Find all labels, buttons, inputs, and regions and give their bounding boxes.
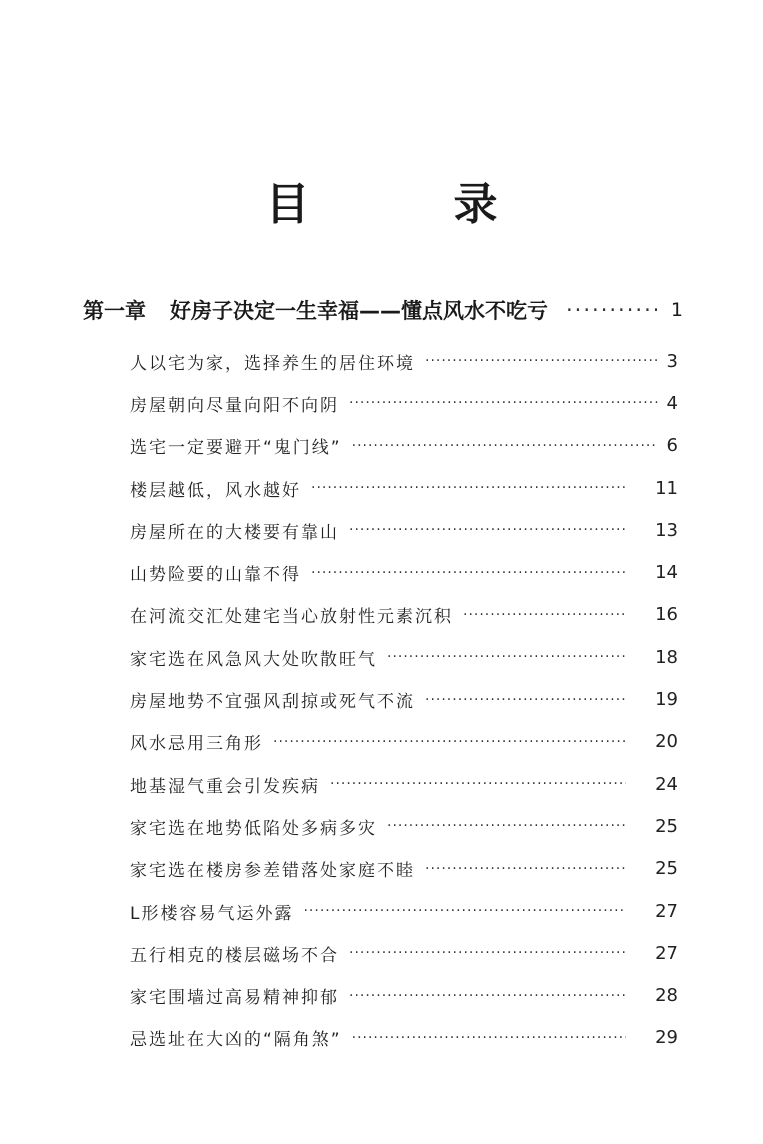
toc-entry-title: 风水忌用三角形 xyxy=(130,734,263,755)
toc-entry-page: 18 xyxy=(655,646,678,668)
dot-leader xyxy=(425,861,626,877)
toc-entry-page: 27 xyxy=(655,942,678,964)
toc-entry-page: 3 xyxy=(666,350,678,372)
toc-entry[interactable] xyxy=(130,551,678,593)
dot-leader xyxy=(303,903,626,919)
toc-entry-page: 16 xyxy=(655,604,678,626)
dot-leader xyxy=(463,607,626,623)
toc-entry[interactable] xyxy=(130,974,678,1016)
toc-entry-page: 28 xyxy=(655,985,678,1007)
toc-entry[interactable] xyxy=(130,636,678,678)
toc-list xyxy=(130,340,678,1059)
toc-entry-title: 房屋所在的大楼要有靠山 xyxy=(130,522,339,543)
dot-leader xyxy=(425,692,626,708)
toc-entry-page: 4 xyxy=(666,392,678,414)
dot-leader xyxy=(349,945,626,961)
toc-entry[interactable] xyxy=(130,805,678,847)
toc-entry-title: 选宅一定要避开“鬼门线” xyxy=(130,438,342,459)
toc-entry[interactable] xyxy=(130,467,678,509)
toc-entry[interactable] xyxy=(130,763,678,805)
toc-entry-title: 人以宅为家，选择养生的居住环境 xyxy=(130,353,415,374)
chapter-heading[interactable] xyxy=(83,290,683,330)
dot-leader xyxy=(311,565,626,581)
toc-entry-title: 在河流交汇处建宅当心放射性元素沉积 xyxy=(130,607,453,628)
dot-leader xyxy=(311,480,626,496)
toc-entry-title: L形楼容易气运外露 xyxy=(130,903,294,924)
dot-leader xyxy=(349,988,626,1004)
toc-entry[interactable] xyxy=(130,721,678,763)
dot-leader xyxy=(349,522,626,538)
toc-entry-page: 24 xyxy=(655,773,678,795)
toc-entry[interactable] xyxy=(130,425,678,467)
dot-leader xyxy=(349,395,658,411)
toc-entry-page: 25 xyxy=(655,858,678,880)
dot-leader xyxy=(352,1030,626,1046)
toc-entry[interactable] xyxy=(130,594,678,636)
toc-entry[interactable] xyxy=(130,848,678,890)
toc-entry[interactable] xyxy=(130,1017,678,1059)
dot-leader xyxy=(387,649,626,665)
toc-entry[interactable] xyxy=(130,932,678,974)
toc-entry-page: 11 xyxy=(655,477,678,499)
toc-entry-page: 14 xyxy=(655,562,678,584)
toc-entry-page: 25 xyxy=(655,815,678,837)
toc-entry-title: 家宅选在楼房参差错落处家庭不睦 xyxy=(130,861,415,882)
toc-entry[interactable] xyxy=(130,678,678,720)
toc-entry-title: 家宅围墙过高易精神抑郁 xyxy=(130,988,339,1009)
dot-leader xyxy=(330,776,626,792)
toc-entry[interactable] xyxy=(130,890,678,932)
toc-entry-title: 家宅选在地势低陷处多病多灾 xyxy=(130,818,377,839)
toc-entry-title: 楼层越低，风水越好 xyxy=(130,480,301,501)
toc-entry-title: 地基湿气重会引发疾病 xyxy=(130,776,320,797)
toc-entry-title: 房屋地势不宜强风刮掠或死气不流 xyxy=(130,692,415,713)
toc-entry-page: 6 xyxy=(666,435,678,457)
toc-entry-title: 忌选址在大凶的“隔角煞” xyxy=(130,1030,342,1051)
toc-entry-title: 家宅选在风急风大处吹散旺气 xyxy=(130,649,377,670)
chapter-number: 第一章 xyxy=(83,299,146,323)
dot-leader xyxy=(566,298,657,322)
toc-entry-page: 20 xyxy=(655,731,678,753)
toc-entry-title: 山势险要的山靠不得 xyxy=(130,565,301,586)
toc-entry-title: 房屋朝向尽量向阳不向阴 xyxy=(130,395,339,416)
dot-leader xyxy=(425,353,658,369)
dot-leader xyxy=(387,818,626,834)
toc-entry-page: 27 xyxy=(655,900,678,922)
toc-entry[interactable] xyxy=(130,340,678,382)
chapter-title: 好房子决定一生幸福——懂点风水不吃亏 xyxy=(170,299,548,323)
toc-entry[interactable] xyxy=(130,382,678,424)
toc-entry[interactable] xyxy=(130,509,678,551)
toc-entry-page: 19 xyxy=(655,689,678,711)
dot-leader xyxy=(273,734,626,750)
chapter-page-number: 1 xyxy=(670,299,683,321)
dot-leader xyxy=(352,438,658,454)
toc-entry-title: 五行相克的楼层磁场不合 xyxy=(130,945,339,966)
toc-entry-page: 13 xyxy=(655,519,678,541)
page-title: 目 录 xyxy=(265,179,548,230)
toc-entry-page: 29 xyxy=(655,1027,678,1049)
